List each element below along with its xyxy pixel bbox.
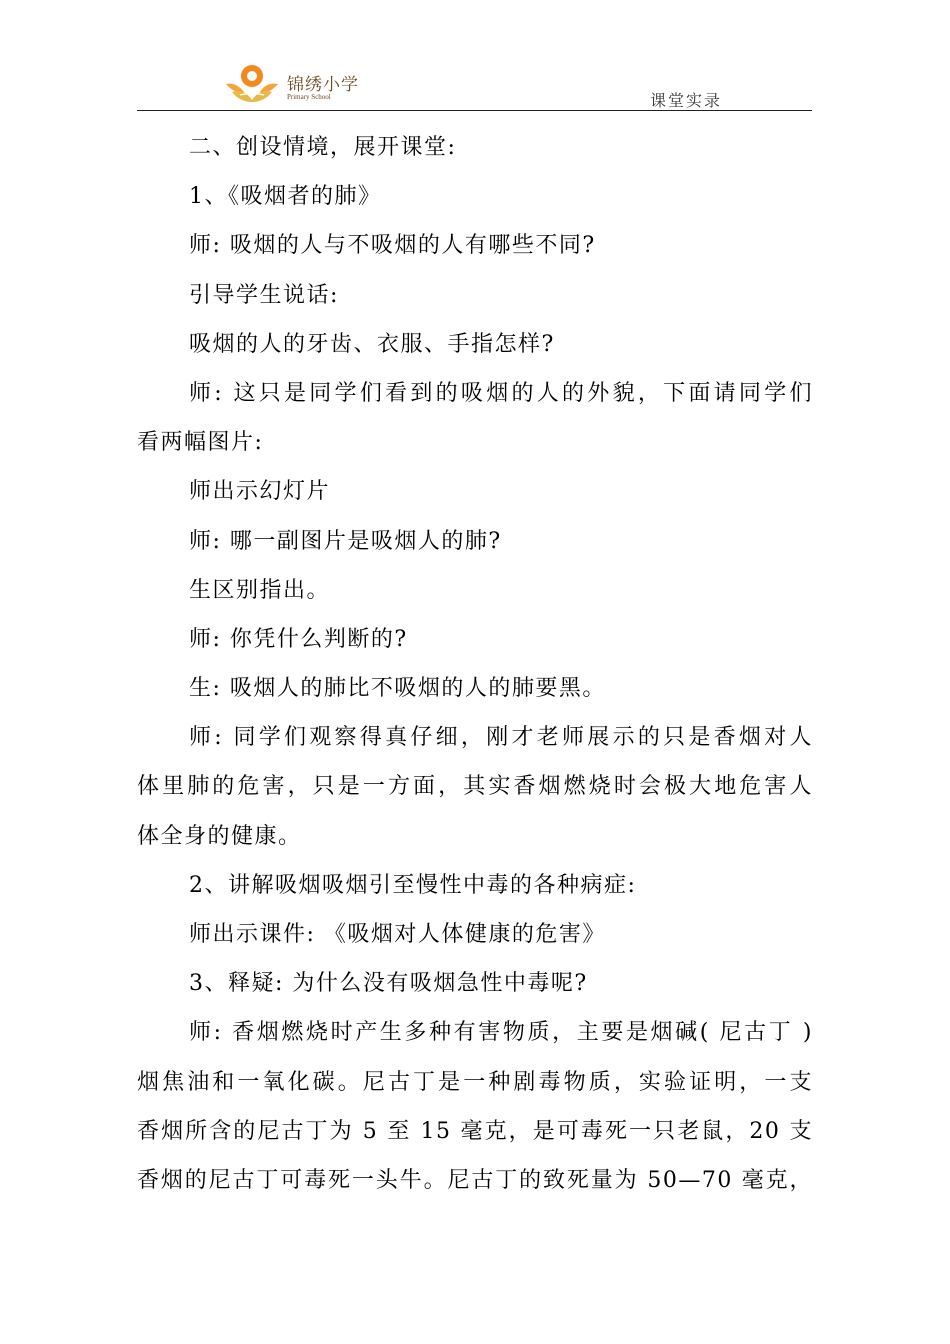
text-line: 二、创设情境，展开课堂: — [189, 135, 457, 160]
text-line: 师出示幻灯片 — [189, 479, 331, 505]
school-name-english: Primary School — [287, 93, 331, 101]
text-line: 师: 吸烟的人与不吸烟的人有哪些不同? — [189, 233, 596, 259]
text-line: 香烟的尼古丁可毒死一头牛。尼古丁的致死量为 50—70 毫克， — [137, 1167, 813, 1193]
text-line: 生: 吸烟人的肺比不吸烟的人的肺要黑。 — [189, 676, 606, 702]
text-line: 吸烟的人的牙齿、衣服、手指怎样? — [189, 331, 555, 357]
text-line: 1、《吸烟者的肺》 — [189, 184, 382, 210]
text-line: 烟焦油和一氧化碳。尼古丁是一种剧毒物质，实验证明，一支 — [137, 1069, 813, 1095]
text-line: 香烟所含的尼古丁为 5 至 15 毫克，是可毒死一只老鼠，20 支 — [137, 1118, 813, 1144]
header-divider — [137, 110, 812, 111]
text-line: 师: 你凭什么判断的? — [189, 626, 408, 652]
text-line: 引导学生说话: — [189, 282, 339, 308]
text-line: 师: 同学们观察得真仔细，刚才老师展示的只是香烟对人 — [189, 725, 813, 751]
text-line: 看两幅图片: — [137, 430, 264, 456]
text-line: 师: 哪一副图片是吸烟人的肺? — [189, 528, 502, 554]
text-line: 师出示课件: 《吸烟对人体健康的危害》 — [189, 922, 606, 947]
text-line: 3、释疑: 为什么没有吸烟急性中毒呢? — [189, 971, 588, 997]
document-type-label: 课堂实录 — [649, 91, 722, 110]
text-line: 师: 香烟燃烧时产生多种有害物质，主要是烟碱( 尼古丁 ) — [189, 1020, 813, 1046]
text-line: 2、讲解吸烟吸烟引至慢性中毒的各种病症: — [189, 872, 637, 898]
text-line: 体里肺的危害，只是一方面，其实香烟燃烧时会极大地危害人 — [137, 774, 813, 800]
text-line: 体全身的健康。 — [137, 823, 302, 849]
text-line: 生区别指出。 — [189, 577, 331, 603]
page-header — [137, 60, 812, 112]
text-line: 师: 这只是同学们看到的吸烟的人的外貌，下面请同学们 — [189, 380, 813, 406]
school-name: 锦绣小学 — [287, 75, 359, 95]
document-body — [137, 123, 813, 1205]
school-logo-icon — [222, 62, 278, 104]
